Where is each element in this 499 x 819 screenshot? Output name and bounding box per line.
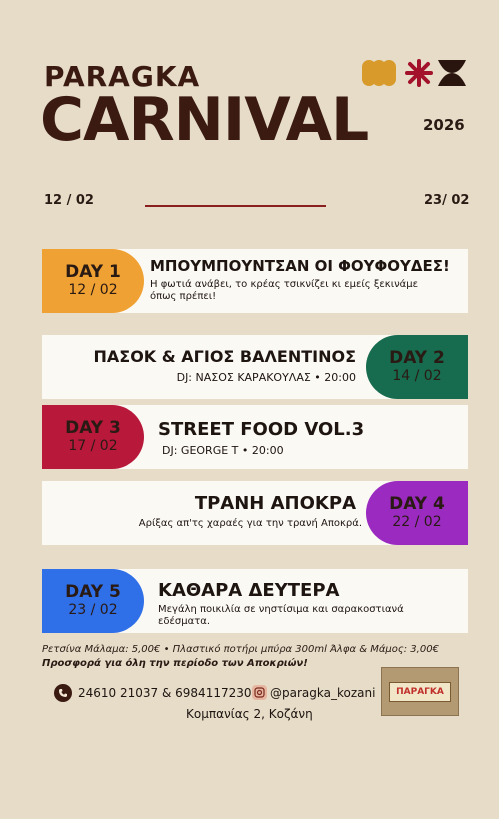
day-date: 12 / 02 [68, 281, 118, 298]
hourglass-icon [438, 60, 466, 86]
day-label: DAY 3 [65, 418, 121, 439]
offer-text [42, 643, 462, 670]
instagram-icon [252, 685, 267, 700]
day-title: STREET FOOD VOL.3 [158, 419, 365, 440]
day-label: DAY 5 [65, 582, 121, 603]
day-badge [42, 569, 144, 633]
phone-icon [54, 684, 72, 702]
offer-period: Προσφορά για όλη την περίοδο των Αποκριών! [42, 657, 308, 669]
day-badge [42, 249, 144, 313]
offer-prices: Ρετσίνα Μάλαμα: 5,00€ • Πλαστικό ποτήρι μπύρα 300ml Άλφα & Μάμος: 3,00€ [42, 644, 439, 655]
instagram-handle[interactable]: @paragka_kozani [270, 686, 376, 700]
phone-numbers[interactable]: 24610 21037 & 6984117230 [78, 686, 252, 700]
day-title: ΠΑΣΟΚ & ΑΓΙΟΣ ΒΑΛΕΝΤΙΝΟΣ [93, 347, 356, 366]
day-title: ΚΑΘΑΡΑ ΔΕΥΤΕΡΑ [158, 580, 340, 601]
day-label: DAY 2 [389, 348, 445, 369]
day-date: 23 / 02 [68, 601, 118, 618]
day-card-3 [42, 405, 468, 469]
day-badge [366, 481, 468, 545]
day-label: DAY 1 [65, 262, 121, 283]
day-card-5 [42, 569, 468, 633]
day-date: 14 / 02 [392, 367, 442, 384]
day-subtitle: Αρίξας απ'τς χαραές για την τρανή Αποκρά. [138, 518, 362, 529]
day-subtitle: Η φωτιά ανάβει, το κρέας τσικνίζει κι εμείς ξεκινάμε όπως πρέπει! [150, 279, 419, 302]
day-title: ΜΠΟΥΜΠΟΥΝΤΣΑΝ ΟΙ ΦΟΥΦΟΥΔΕΣ! [150, 257, 450, 275]
event-title: CARNIVAL [40, 85, 369, 155]
day-badge [42, 405, 144, 469]
start-date: 12 / 02 [44, 193, 94, 208]
day-subtitle: Μεγάλη ποικιλία σε νηστίσιμα και σαρακοστιανά εδέσματα. [158, 604, 404, 627]
day-subtitle: DJ: GEORGE T • 20:00 [162, 444, 284, 457]
decorative-shapes [362, 58, 468, 88]
day-card-2 [42, 335, 468, 399]
day-date: 22 / 02 [392, 513, 442, 530]
day-card-1 [42, 249, 468, 313]
day-label: DAY 4 [389, 494, 445, 515]
day-card-4 [42, 481, 468, 545]
day-date: 17 / 02 [68, 437, 118, 454]
brand-name: PARAGKA [44, 60, 201, 93]
end-date: 23/ 02 [424, 193, 470, 208]
day-subtitle: DJ: ΝΑΣΟΣ ΚΑΡΑΚΟΥΛΑΣ • 20:00 [176, 371, 356, 384]
orange-circles-icon [362, 60, 396, 86]
date-range-line [145, 205, 326, 207]
day-title: ΤΡΑΝΗ ΑΠΟΚΡΑ [194, 493, 356, 514]
address: Κομπανίας 2, Κοζάνη [186, 707, 313, 721]
day-badge [366, 335, 468, 399]
event-year: 2026 [423, 116, 465, 134]
logo-text: ΠΑΡΑΓΚΑ [389, 682, 451, 702]
venue-logo [381, 667, 459, 716]
asterisk-icon [407, 61, 431, 85]
